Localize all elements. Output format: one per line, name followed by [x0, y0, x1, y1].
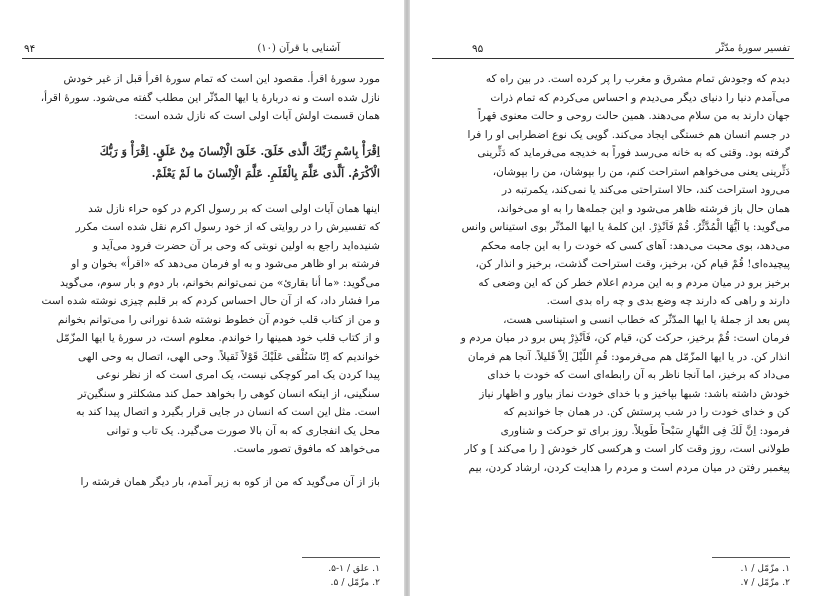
- quran-line: الْاَكْرَمُ. اَلَّذی عَلَّمَ بِالْقَلَمِ. عَلَّمَ الْاِنْسانَ ما لَمْ یَعْلَمْ.: [151, 165, 380, 180]
- text-line: گرفته بود. وقتی که به خانه می‌رسد فوراً به خدیجه می‌فرماید که دَثِّرینی: [477, 147, 790, 159]
- page-number: ۹۵: [472, 43, 484, 55]
- text-line: می‌رود استراحت کند، حالا استراحتی می‌کند یا نمی‌کند، یکمرتبه در: [502, 184, 790, 196]
- text-line: است. مثل این است که انسان در جایی قرار بگیرد و اتصال پیدا کند به: [76, 406, 380, 418]
- footnote: ۲. مزّمّل / ۷.: [740, 577, 790, 588]
- running-head: [432, 42, 794, 59]
- body-text: [28, 70, 380, 491]
- footnote: ۱. مزّمّل / ۱.: [740, 563, 790, 574]
- text-line: دَثِّرینی یعنی می‌خواهم استراحت کنم، من را بپوشان، من را بپوشان،: [492, 165, 790, 178]
- text-line: باز از آن می‌گوید که من از کوه به زیر آمدم، بار دیگر همان فرشته را: [80, 475, 380, 488]
- footnote-rule: [712, 557, 790, 558]
- text-line: می‌آمدم دنیا را دنیای دیگر می‌دیدم و احساس می‌کردم که تمام ذرات: [490, 91, 790, 104]
- text-line: و از کتاب قلب خود همینها را خواندم. معلوم است، در سورهٔ یا ایها المزّمّل: [56, 332, 380, 344]
- text-line: فرمان است: قُمْ برخیز، حرکت کن، قیام کن، فَاَنْذِرْ پس برو در میان مردم و: [460, 332, 790, 344]
- text-line: خواندیم که اِنّا سَنُلْقی عَلَیْكَ قَوْلاً ثَقیلاً. وحی الهی، اتصال به وحی الهی: [77, 350, 380, 363]
- text-line: نازل شده است و نه دربارهٔ یا ایها المدّثّر این مطلب گفته می‌شود. سورهٔ اقرأ،: [40, 91, 380, 104]
- text-line: و من از کتاب قلب خودم آن خطوط نوشته شدهٔ نورانی را می‌توانم بخوانم: [57, 313, 380, 326]
- header-title: تفسیر سورهٔ مدّثّر: [715, 43, 790, 54]
- text-line: همان قسمت اولش آیات اولی است که نازل شده است:: [134, 110, 380, 122]
- text-line: می‌داد که برخیز، اما آنجا ناظر به آن رابطه‌ای است که خودت با خدای: [487, 369, 790, 381]
- footnotes: [438, 562, 790, 590]
- header-title: آشنایی با قرآن (۱۰): [257, 43, 340, 54]
- text-line: مورد سورهٔ اقرأ. مقصود این است که تمام سورهٔ اقرأ قبل از غیر خودش: [63, 73, 380, 85]
- footnote: ۲. مزّمّل / ۵.: [330, 577, 380, 588]
- text-line: برخیز برو در میان مردم و به این مردم اعلام خطر کن که این وضعی که: [478, 276, 790, 289]
- text-line: که تفسیرش را در روایتی که از خود رسول اکرم نقل شده است مکرر: [75, 221, 380, 233]
- text-line: پس بعد از جملهٔ یا ایها المدّثّر که خطاب انسی و استیناسی هست،: [503, 313, 790, 326]
- text-line: می‌خواهد که مافوق تصور ماست.: [233, 443, 380, 455]
- text-line: می‌دهد، بوی محبت می‌دهد: آهای کسی که خودت را به این جامه محکم: [481, 239, 790, 252]
- text-line: کن و خدای خودت را در شب پرستش کن. در همان جا خواندیم که: [503, 406, 790, 418]
- body-text: [438, 70, 790, 477]
- text-line: می‌گوید: یا اَیُّهَا الْمُدَّثِّرُ. قُمْ فَاَنْذِرْ. این کلمهٔ یا ایها المدّثّر بوی استیناس وانس: [461, 221, 790, 233]
- text-line: پیچیده‌ای! قُمْ قیام کن، برخیز، وقت استراحت گذشت، برخیز و انذار کن،: [475, 258, 790, 270]
- text-line: انذار کن. در یا ایها المزّمّل هم می‌فرمود: قُمِ اللَّیْلَ اِلاّ قَلیلاً. آنجا هم فرمان: [467, 350, 790, 363]
- quran-line: اِقْرَأْ بِاسْمِ رَبِّكَ الَّذی خَلَقَ. خَلَقَ الْاِنْسانَ مِنْ عَلَقٍ. اِقْرَأْ وَ رَبُّكَ: [99, 143, 380, 158]
- text-line: فرمود: اِنَّ لَكَ فِی النَّهارِ سَبْحاً طَویلاً. روز برای تو حرکت و شناوری: [500, 424, 790, 437]
- running-head: [22, 42, 384, 59]
- text-line: دیدم که وجودش تمام مشرق و مغرب را پر کرده است. در بین راه که: [485, 73, 790, 85]
- footnotes: [28, 562, 380, 590]
- footnote-rule: [302, 557, 380, 558]
- text-line: سنگینی، از اینکه انسان کوهی را بخواهد حمل کند مشکلتر و سنگین‌تر: [77, 387, 380, 400]
- right-page: [410, 0, 814, 596]
- text-line: می‌گوید: «ما أنا بقارئ» من نمی‌توانم بخوانم، بار دوم و بار سوم، می‌گوید: [59, 276, 380, 289]
- text-line: در جسم انسان هم خستگی ایجاد می‌کند. گویی یک نوع اضطرابی او را فرا: [467, 128, 790, 141]
- text-line: طولانی است، روز وقت کار است و هرکسی کار خودش [ را می‌کند ] و کار: [464, 443, 790, 455]
- text-line: دارند و راهی که دارند چه وضع بدی و چه راه بدی است.: [546, 295, 790, 307]
- text-line: شنیده‌اید راجع به اولین نوبتی که وحی بر آن حضرت فرود می‌آید و: [92, 239, 380, 252]
- text-line: اینها همان آیات اولی است که بر رسول اکرم در کوه حراء نازل شد: [88, 202, 380, 215]
- text-line: جهان دارند به من سلام می‌دهند. همین حالت روحی و حالت معنوی قهراً: [477, 110, 790, 122]
- text-line: پیغمبر رفتن در میان مردم است و مردم را هدایت کردن، ارشاد کردن، بیم: [468, 461, 790, 474]
- text-line: پیدا کردن یک امر کوچکی نیست، یک امری است که از نظر نوعی: [96, 369, 380, 381]
- text-line: خودش داشته باشد: شبها بپاخیز و با خدای خودت نماز بیاور و اظهار نیاز: [479, 387, 790, 400]
- text-line: فرشته بر او ظاهر می‌شود و به او فرمان می‌دهد که «اقرأ» بخوان و او: [71, 258, 380, 270]
- text-line: مرا فشار داد، که از آن حال احساس کردم که بر قلبم چیزی نوشته شده است: [41, 295, 380, 307]
- page-number: ۹۴: [24, 43, 36, 55]
- left-page: [0, 0, 404, 596]
- footnote: ۱. علق / ۱-۵.: [328, 563, 380, 574]
- quran-verse-block: [28, 140, 380, 184]
- text-line: محل یک انفجاری که به آن بالا صورت می‌گیرد. یک تاب و توانی: [106, 424, 380, 437]
- text-line: همان حال باز فرشته ظاهر می‌شود و این جمله‌ها را به او می‌خواند،: [496, 202, 790, 215]
